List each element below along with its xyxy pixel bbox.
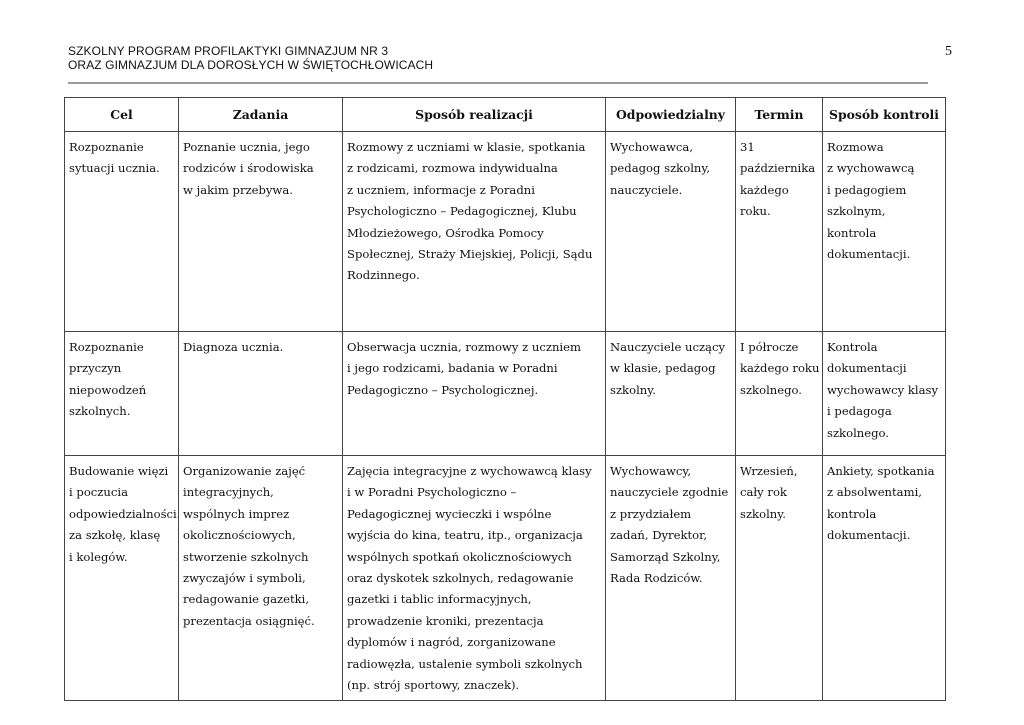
- cell-text-line: oraz dyskotek szkolnych, redagowanie: [347, 571, 574, 586]
- cell-text-line: rodziców i środowiska: [183, 161, 314, 176]
- cell-text-line: szkolnych.: [69, 404, 131, 419]
- cell-text-line: nauczyciele.: [610, 182, 683, 197]
- header-line-1: SZKOLNY PROGRAM PROFILAKTYKI GIMNAZJUM NR 3: [68, 44, 389, 58]
- cell-text-line: szkolny.: [610, 382, 656, 397]
- cell-text-line: i pedagoga: [827, 404, 892, 419]
- cell-text-line: Zajęcia integracyjne z wychowawcą klasy: [347, 464, 592, 478]
- column-header-sposob-realizacji: Sposób realizacji: [343, 98, 606, 132]
- cell-text-line: wspólnych spotkań okolicznościowych: [347, 549, 572, 564]
- cell-zadania: [179, 332, 343, 456]
- cell-text-line: i kolegów.: [69, 549, 128, 564]
- cell-text-line: Obserwacja ucznia, rozmowy z uczniem: [347, 340, 581, 354]
- cell-text-line: każdego: [740, 182, 789, 197]
- cell-text-line: Rozmowy z uczniami w klasie, spotkania: [347, 140, 586, 154]
- cell-text-line: gazetki i tablic informacyjnych,: [347, 592, 532, 607]
- cell-text-line: Rozpoznanie: [69, 340, 144, 354]
- cell-text-line: radiowęzła, ustalenie symboli szkolnych: [347, 656, 583, 671]
- table-row: [65, 132, 946, 332]
- cell-text-line: i poczucia: [69, 485, 128, 500]
- cell-text-line: Pedagogicznej wycieczki i wspólne: [347, 506, 552, 521]
- cell-text-line: z rodzicami, rozmowa indywidualna: [347, 161, 558, 176]
- cell-text-line: Ankiety, spotkania: [827, 464, 935, 478]
- cell-text-line: szkolnego.: [740, 382, 802, 397]
- cell-sposob-kontroli: [823, 456, 946, 701]
- cell-text-line: przyczyn: [69, 361, 122, 376]
- cell-text-line: 31: [740, 140, 755, 154]
- cell-text-line: szkolnym,: [827, 204, 886, 219]
- cell-text-line: Wrzesień,: [740, 464, 798, 478]
- cell-termin: [736, 332, 823, 456]
- cell-text-line: dokumentacji.: [827, 528, 911, 543]
- cell-text-line: za szkołę, klasę: [69, 528, 161, 543]
- cell-text-line: Nauczyciele uczący: [610, 340, 726, 354]
- cell-odpowiedzialny: [606, 456, 736, 701]
- column-header-termin: Termin: [736, 98, 823, 132]
- cell-text-line: i w Poradni Psychologiczno –: [347, 485, 517, 500]
- cell-text-line: Organizowanie zajęć: [183, 464, 306, 478]
- cell-text-line: dyplomów i nagród, zorganizowane: [347, 635, 556, 650]
- cell-zadania: [179, 132, 343, 332]
- cell-text-line: dokumentacji: [827, 361, 907, 376]
- cell-text-line: i pedagogiem: [827, 182, 907, 197]
- prevention-program-table: [64, 97, 946, 701]
- cell-text-line: Kontrola: [827, 340, 878, 354]
- cell-text-line: wychowawcy klasy: [827, 382, 939, 397]
- cell-text-line: z przydziałem: [610, 506, 692, 521]
- cell-text-line: wyjścia do kina, teatru, itp., organizacja: [347, 528, 583, 543]
- cell-text-line: redagowanie gazetki,: [183, 592, 310, 607]
- cell-text-line: nauczyciele zgodnie: [610, 485, 729, 500]
- table-header-row: [65, 98, 946, 132]
- cell-text-line: dokumentacji.: [827, 247, 911, 262]
- cell-text-line: (np. strój sportowy, znaczek).: [347, 678, 520, 693]
- cell-text-line: Pedagogiczno – Psychologicznej.: [347, 382, 539, 397]
- cell-text-line: Rada Rodziców.: [610, 571, 703, 586]
- page-number: 5: [945, 44, 952, 59]
- cell-text-line: wspólnych imprez: [183, 506, 290, 521]
- cell-text-line: I półrocze: [740, 340, 799, 354]
- header-line-2: ORAZ GIMNAZJUM DLA DOROSŁYCH W ŚWIĘTOCHŁOWICACH: [68, 58, 434, 72]
- cell-cel: [65, 332, 179, 456]
- cell-text-line: października: [740, 161, 816, 176]
- column-header-odpowiedzialny: Odpowiedzialny: [606, 98, 736, 132]
- cell-sposob-kontroli: [823, 132, 946, 332]
- cell-text-line: każdego roku: [740, 361, 820, 376]
- cell-text-line: kontrola: [827, 506, 877, 521]
- cell-text-line: kontrola: [827, 225, 877, 240]
- cell-text-line: prowadzenie kroniki, prezentacja: [347, 613, 544, 628]
- cell-text-line: pedagog szkolny,: [610, 161, 711, 176]
- cell-text-line: integracyjnych,: [183, 485, 274, 500]
- cell-text-line: szkolnego.: [827, 425, 889, 440]
- cell-text-line: Wychowawca,: [610, 140, 694, 154]
- cell-termin: [736, 456, 823, 701]
- cell-text-line: Rozmowa: [827, 140, 884, 154]
- cell-text-line: Rodzinnego.: [347, 268, 420, 283]
- cell-cel: [65, 456, 179, 701]
- cell-sposob-kontroli: [823, 332, 946, 456]
- column-header-cel: Cel: [65, 98, 179, 132]
- cell-odpowiedzialny: [606, 332, 736, 456]
- cell-text-line: Wychowawcy,: [610, 464, 692, 478]
- cell-text-line: Samorząd Szkolny,: [610, 549, 721, 564]
- cell-sposob-realizacji: [343, 456, 606, 701]
- cell-text-line: szkolny.: [740, 506, 786, 521]
- cell-text-line: z wychowawcą: [827, 161, 915, 176]
- cell-sposob-realizacji: [343, 132, 606, 332]
- cell-text-line: Społecznej, Straży Miejskiej, Policji, Sądu: [347, 247, 593, 262]
- cell-text-line: Rozpoznanie: [69, 140, 144, 154]
- cell-text-line: Poznanie ucznia, jego: [183, 140, 310, 154]
- cell-text-line: Psychologiczno – Pedagogicznej, Klubu: [347, 204, 577, 219]
- cell-text-line: okolicznościowych,: [183, 528, 296, 543]
- table-row: [65, 332, 946, 456]
- cell-text-line: w jakim przebywa.: [183, 182, 293, 197]
- cell-termin: [736, 132, 823, 332]
- cell-text-line: cały rok: [740, 485, 787, 500]
- cell-text-line: niepowodzeń: [69, 382, 147, 397]
- cell-text-line: odpowiedzialności: [69, 506, 177, 521]
- cell-cel: [65, 132, 179, 332]
- cell-odpowiedzialny: [606, 132, 736, 332]
- column-header-zadania: Zadania: [179, 98, 343, 132]
- cell-text-line: Młodzieżowego, Ośrodka Pomocy: [347, 225, 544, 240]
- cell-zadania: [179, 456, 343, 701]
- cell-text-line: zwyczajów i symboli,: [183, 571, 306, 586]
- column-header-sposob-kontroli: Sposób kontroli: [823, 98, 946, 132]
- cell-text-line: w klasie, pedagog: [610, 361, 716, 376]
- cell-text-line: sytuacji ucznia.: [69, 161, 160, 176]
- cell-text-line: prezentacja osiągnięć.: [183, 613, 315, 628]
- cell-sposob-realizacji: [343, 332, 606, 456]
- page-header: [68, 44, 433, 72]
- table-row: [65, 456, 946, 701]
- cell-text-line: stworzenie szkolnych: [183, 549, 309, 564]
- header-divider: [68, 82, 928, 84]
- cell-text-line: i jego rodzicami, badania w Poradni: [347, 361, 558, 376]
- cell-text-line: z uczniem, informacje z Poradni: [347, 182, 535, 197]
- cell-text-line: z absolwentami,: [827, 485, 922, 500]
- cell-text-line: roku.: [740, 204, 771, 219]
- cell-text-line: zadań, Dyrektor,: [610, 528, 708, 543]
- cell-text-line: Diagnoza ucznia.: [183, 340, 284, 354]
- cell-text-line: Budowanie więzi: [69, 464, 169, 478]
